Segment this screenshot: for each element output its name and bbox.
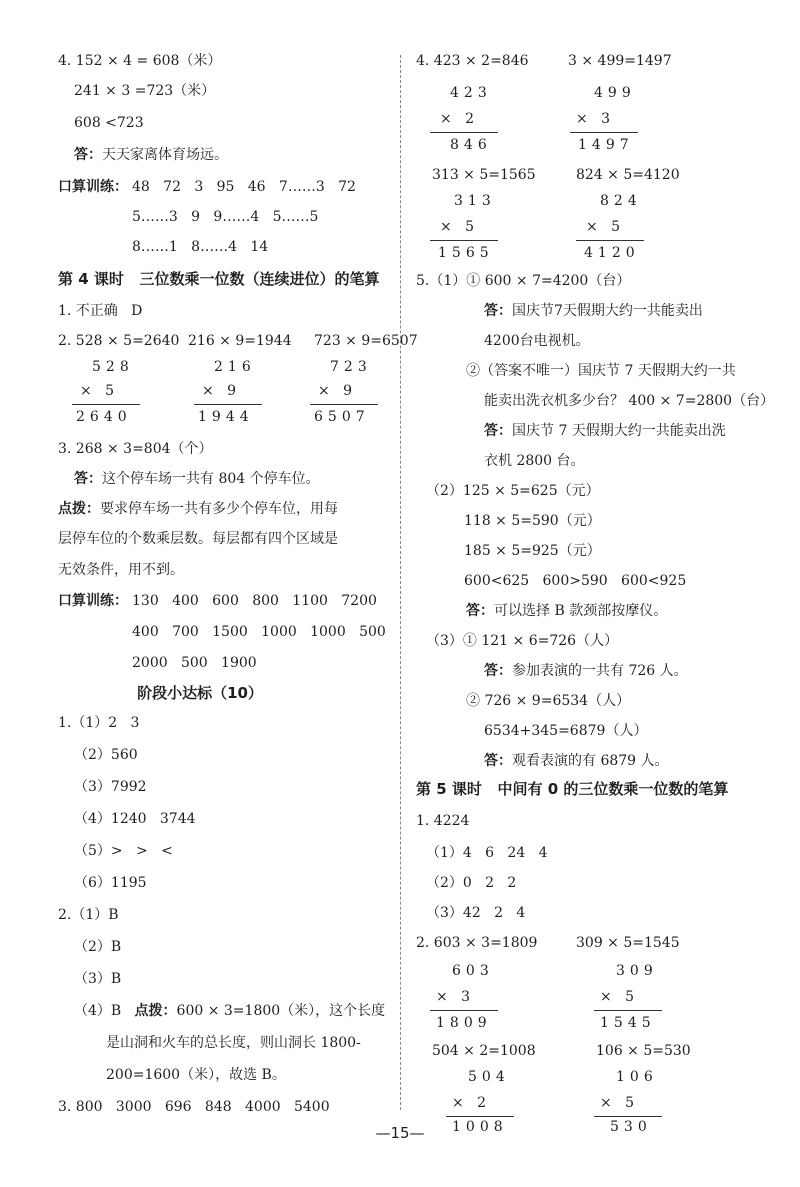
oral-training-label: 口算训练： [58, 593, 128, 609]
vertical-result: 1545 [600, 1015, 656, 1031]
vertical-top: 603 [452, 963, 494, 979]
answer-line [466, 602, 667, 620]
tip-line [58, 500, 338, 518]
answer-line: （2）B [74, 939, 122, 955]
answer-line [484, 302, 703, 320]
answer-line: （4）1240 3744 [74, 811, 196, 827]
answer-line [484, 752, 669, 770]
answer-line: 3 × 499=1497 [568, 53, 672, 69]
answer-label: 答： [484, 753, 512, 769]
tip-text: 600 × 3=1800（米），这个长度 [176, 1003, 386, 1019]
answer-line: （2）0 2 2 [426, 875, 517, 891]
vertical-top: 313 [454, 193, 496, 209]
vertical-multiplier: × 5 [600, 1095, 634, 1111]
vertical-multiplier: × 9 [202, 383, 236, 399]
vertical-rule [72, 404, 140, 405]
vertical-result: 2640 [76, 409, 132, 425]
lesson-heading: 第 4 课时 三位数乘一位数（连续进位）的笔算 [58, 270, 380, 288]
answer-text: 可以选择 B 款颈部按摩仪。 [494, 603, 668, 619]
vertical-result: 4120 [584, 245, 640, 261]
vertical-top: 216 [214, 359, 256, 375]
answer-line: 5.（1）① 600 × 7=4200（台） [416, 273, 631, 289]
answer-text: 这个停车场一共有 804 个停车位。 [102, 471, 320, 487]
tip-line: 无效条件，用不到。 [58, 562, 184, 578]
answer-line: （3）B [74, 971, 122, 987]
answer-line: 600<625 600>590 600<925 [464, 573, 687, 589]
answer-line: 824 × 5=4120 [576, 167, 680, 183]
answer-line [74, 146, 228, 164]
vertical-rule [594, 1010, 662, 1011]
answer-line: （2）125 × 5=625（元） [426, 483, 600, 499]
answer-label: 答： [74, 147, 102, 163]
answer-line: 608 <723 [74, 115, 144, 131]
answer-line: （6）1195 [74, 875, 147, 891]
answer-text: （4）B [74, 1003, 135, 1019]
answer-text: 观看表演的有 6879 人。 [512, 753, 669, 769]
answer-line: 衣机 2800 台。 [484, 453, 585, 469]
oral-training-row: 2000 500 1900 [132, 655, 257, 671]
answer-line [74, 1002, 385, 1020]
answer-line: 106 × 5=530 [596, 1043, 691, 1059]
tip-label: 点拨： [58, 501, 100, 517]
vertical-result: 6507 [314, 409, 370, 425]
vertical-multiplier: × 2 [452, 1095, 486, 1111]
vertical-multiplier: × 2 [440, 111, 474, 127]
answer-line: （5）> > < [74, 843, 173, 859]
tip-line: 200=1600（米），故选 B。 [106, 1067, 286, 1083]
answer-line [484, 662, 688, 680]
answer-line: 2.（1）B [58, 907, 119, 923]
vertical-top: 723 [330, 359, 372, 375]
answer-line: 4. 423 × 2=846 [416, 53, 529, 69]
oral-training-row: 48 72 3 95 46 7……3 72 [132, 179, 356, 195]
vertical-multiplier: × 5 [440, 219, 474, 235]
tip-line: 是山洞和火车的总长度，则山洞长 1800- [106, 1035, 361, 1051]
answer-line: 4. 152 × 4 = 608（米） [58, 53, 222, 69]
answer-line: （3）7992 [74, 779, 147, 795]
answer-label: 答： [484, 423, 512, 439]
stage-heading: 阶段小达标（10） [137, 684, 263, 702]
vertical-multiplier: × 5 [586, 219, 620, 235]
vertical-top: 499 [594, 85, 636, 101]
vertical-rule [570, 132, 638, 133]
answer-line: （2）560 [74, 747, 138, 763]
answer-label: 答： [484, 663, 512, 679]
answer-line: 2. 603 × 3=1809 [416, 935, 538, 951]
answer-line [74, 470, 320, 488]
vertical-result: 1497 [578, 137, 634, 153]
oral-training-row: 5……3 9 9……4 5……5 [132, 209, 319, 225]
answer-text: 国庆节7天假期大约一共能卖出 [512, 303, 703, 319]
vertical-multiplier: × 5 [600, 989, 634, 1005]
answer-line: 309 × 5=1545 [576, 935, 680, 951]
answer-line: 216 × 9=1944 [188, 333, 292, 349]
vertical-rule [430, 1010, 498, 1011]
answer-line: （3）① 121 × 6=726（人） [426, 633, 619, 649]
vertical-rule [430, 132, 498, 133]
oral-training-label: 口算训练： [58, 179, 128, 195]
vertical-top: 309 [616, 963, 658, 979]
vertical-top: 528 [92, 359, 134, 375]
vertical-rule [594, 1116, 662, 1117]
vertical-rule [446, 1116, 514, 1117]
answer-text: 参加表演的一共有 726 人。 [512, 663, 688, 679]
answer-line: （3）42 2 4 [426, 905, 526, 921]
vertical-result: 1944 [198, 409, 254, 425]
vertical-rule [576, 240, 644, 241]
vertical-top: 504 [468, 1069, 510, 1085]
answer-line: 3. 800 3000 696 848 4000 5400 [58, 1099, 330, 1115]
vertical-result: 530 [610, 1119, 652, 1135]
vertical-rule [194, 404, 262, 405]
answer-label: 答： [74, 471, 102, 487]
vertical-multiplier: × 5 [80, 383, 114, 399]
page-number: —15— [375, 1124, 425, 1142]
answer-line: 118 × 5=590（元） [464, 513, 601, 529]
column-divider [400, 55, 401, 1110]
answer-line: 6534+345=6879（人） [484, 723, 648, 739]
vertical-result: 1809 [436, 1015, 492, 1031]
answer-line: 1. 不正确 D [58, 303, 143, 319]
answer-line: 能卖出洗衣机多少台？ 400 × 7=2800（台） [484, 393, 775, 409]
oral-training-row: 130 400 600 800 1100 7200 [132, 593, 377, 609]
lesson-heading: 第 5 课时 中间有 0 的三位数乘一位数的笔算 [416, 780, 729, 798]
vertical-rule [310, 404, 378, 405]
vertical-top: 106 [616, 1069, 658, 1085]
vertical-rule [430, 240, 498, 241]
answer-line: 4200台电视机。 [484, 333, 590, 349]
vertical-result: 1008 [452, 1119, 508, 1135]
vertical-multiplier: × 3 [576, 111, 610, 127]
vertical-top: 423 [450, 85, 492, 101]
vertical-result: 846 [450, 137, 492, 153]
answer-line: 185 × 5=925（元） [464, 543, 601, 559]
answer-line [484, 422, 726, 440]
answer-line: ②（答案不唯一）国庆节 7 天假期大约一共 [466, 363, 736, 379]
oral-training-row: 400 700 1500 1000 1000 500 [132, 624, 386, 640]
answer-text: 国庆节 7 天假期大约一共能卖出洗 [512, 423, 726, 439]
answer-line: 2. 528 × 5=2640 [58, 333, 180, 349]
answer-line: 313 × 5=1565 [432, 167, 536, 183]
answer-line: 1.（1）2 3 [58, 715, 140, 731]
vertical-multiplier: × 9 [318, 383, 352, 399]
tip-label: 点拨： [134, 1003, 177, 1019]
answer-label: 答： [484, 303, 512, 319]
vertical-multiplier: × 3 [436, 989, 470, 1005]
answer-label: 答： [466, 603, 494, 619]
vertical-top: 824 [600, 193, 642, 209]
tip-text: 要求停车场一共有多少个停车位，用每 [100, 501, 338, 517]
answer-line: 241 × 3 =723（米） [74, 83, 216, 99]
answer-line: 3. 268 × 3=804（个） [58, 441, 213, 457]
tip-line: 层停车位的个数乘层数。每层都有四个区域是 [58, 531, 338, 547]
vertical-result: 1565 [438, 245, 494, 261]
answer-line: 1. 4224 [416, 813, 470, 829]
oral-training-row: 8……1 8……4 14 [132, 239, 269, 255]
answer-line: ② 726 × 9=6534（人） [466, 693, 631, 709]
answer-line: 504 × 2=1008 [432, 1043, 536, 1059]
answer-text: 天天家离体育场远。 [102, 147, 228, 163]
answer-line: 723 × 9=6507 [314, 333, 418, 349]
answer-line: （1）4 6 24 4 [426, 845, 548, 861]
